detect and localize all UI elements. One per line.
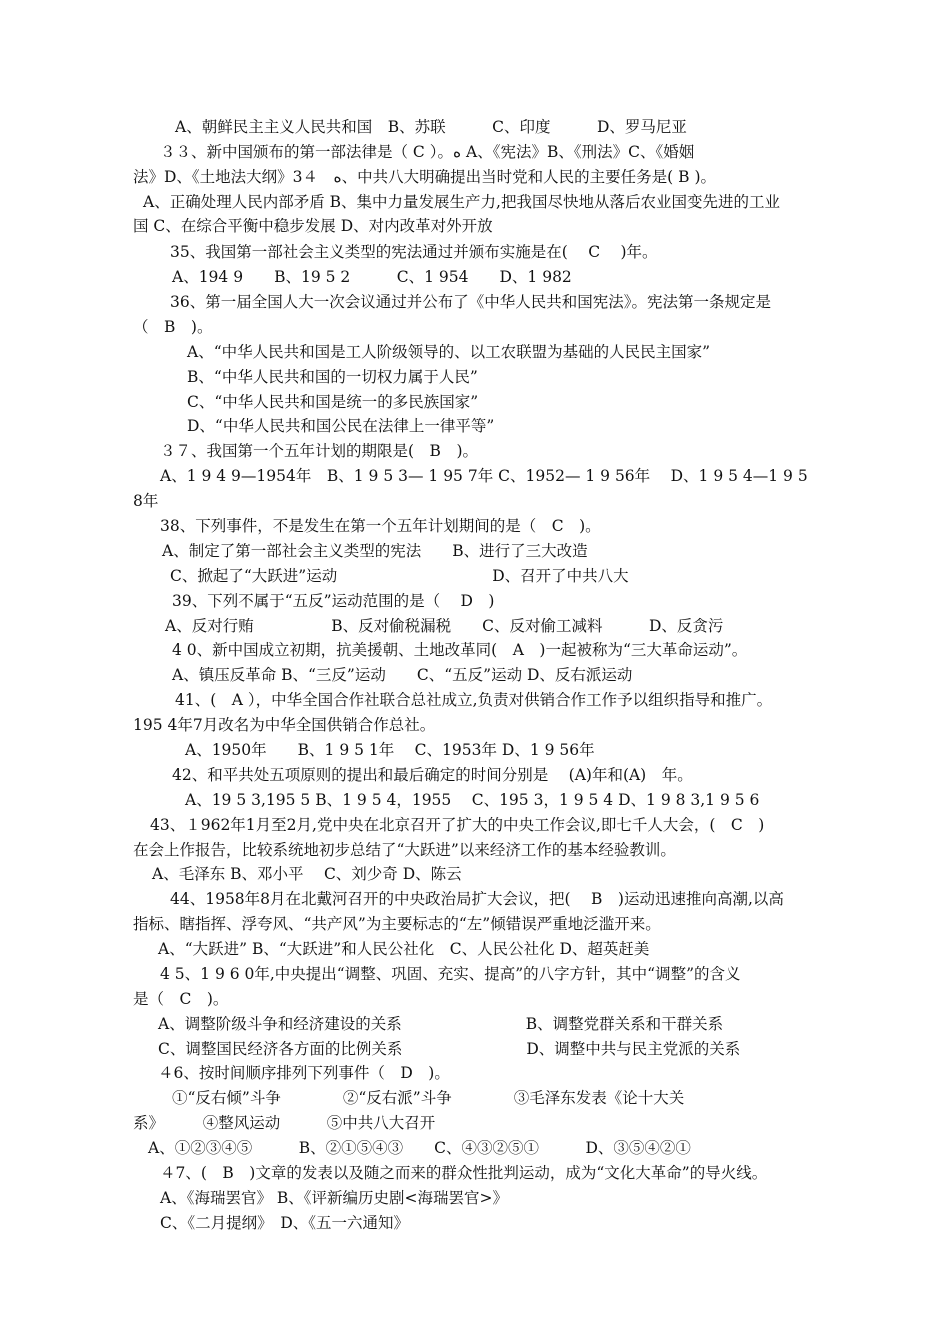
q45-options-cd: C、调整国民经济各方面的比例关系 D、调整中共与民主党派的关系 [158,1040,741,1058]
q36-option-b: B、“中华人民共和国的一切权力属于人民” [187,368,478,386]
q46-options: A、①②③④⑤ B、②①⑤④③ C、④③②⑤① D、③⑤④②① [148,1139,691,1157]
q47-options-ab: A、《海瑞罢官》 B、《评新编历史剧<海瑞罢官>》 [160,1189,508,1207]
q44-options: A、“大跃进” B、“大跃进”和人民公社化 C、人民公社化 D、超英赶美 [158,940,650,958]
q38-options-cd: C、掀起了“大跃进”运动 D、召开了中共八大 [170,567,629,585]
q36-question: 36、第一届全国人大一次会议通过并公布了《中华人民共和国宪法》。宪法第一条规定是 [170,293,771,311]
q46-question: ４6、按时间顺序排列下列事件（ D )。 [158,1064,450,1082]
q44-question-wrap: 指标、瞎指挥、浮夸风、“共产风”为主要标志的“左”倾错误严重地泛滥开来。 [133,915,661,933]
q35-options: A、194 9 B、19 5 2 C、1 954 D、1 982 [172,268,572,286]
q45-question: 4 5、1 9 6 0年,中央提出“调整、巩固、充实、提高”的八字方针，其中“调整”的含义 [160,965,741,983]
q32-options: A、朝鲜民主主义人民共和国 B、苏联 C、印度 D、罗马尼亚 [175,118,687,136]
q39-question: 39、下列不属于“五反”运动范围的是（ D ) [172,592,495,610]
q34-options-line-2: 国 C、在综合平衡中稳步发展 D、对内改革对外开放 [133,217,493,235]
q42-question: 42、和平共处五项原则的提出和最后确定的时间分别是 (A)年和(A) 年。 [172,766,693,784]
q37-question: ３７、我国第一个五年计划的期限是( B )。 [160,442,478,460]
q37-options-wrap: 8年 [133,492,159,510]
q40-question: 4 0、新中国成立初期，抗美援朝、土地改革同( A )一起被称为“三大革命运动”。 [172,641,748,659]
q36-option-a: A、“中华人民共和国是工人阶级领导的、以工农联盟为基础的人民民主国家” [187,343,711,361]
q41-options: A、1950年 B、1 9 5 1年 C、1953年 D、1 9 56年 [185,741,595,759]
q43-question: 43、１962年1月至2月,党中央在北京召开了扩大的中央工作会议,即七千人大会，( C ) [150,816,765,834]
q40-options: A、镇压反革命 B、“三反”运动 C、“五反”运动 D、反右派运动 [172,666,633,684]
q45-options-ab: A、调整阶级斗争和经济建设的关系 B、调整党群关系和干群关系 [158,1015,724,1033]
q36-option-d: D、“中华人民共和国公民在法律上一律平等” [187,417,495,435]
q47-options-cd: C、《二月提纲》 D、《五一六通知》 [160,1214,410,1232]
q36-answer: （ B )。 [133,318,213,336]
q36-option-c: C、“中华人民共和国是统一的多民族国家” [187,393,479,411]
q47-question: ４7、( B )文章的发表以及随之而来的群众性批判运动，成为“文化大革命”的导火线。 [160,1164,768,1182]
q38-options-ab: A、制定了第一部社会主义类型的宪法 B、进行了三大改造 [162,542,588,560]
q44-question: 44、1958年8月在北戴河召开的中央政治局扩大会议，把( B )运动迅速推向高潮,以高 [170,890,784,908]
q35-question: 35、我国第一部社会主义类型的宪法通过并颁布实施是在( C )年。 [170,243,658,261]
q41-question-wrap: 195 4年7月改名为中华全国供销合作总社。 [133,716,436,734]
q34-options-line-1: A、正确处理人民内部矛盾 B、集中力量发展生产力,把我国尽快地从落后农业国变先进的工业 [143,193,780,211]
q45-question-wrap: 是（ C )。 [133,990,229,1008]
q46-events-line-1: ①“反右倾”斗争 ②“反右派”斗争 ③毛泽东发表《论十大关 [172,1089,685,1107]
q33-question: ３３、新中国颁布的第一部法律是（ C ）。ﻩ A、《宪法》B、《刑法》C、《婚姻 [160,143,695,161]
q37-options: A、1 9 4 9—1954年 B、1 9 5 3— 1 95 7年 C、1952— 1 9 56年 D、1 9 5 4—1 9 5 [160,467,808,485]
q43-options: A、毛泽东 B、邓小平 C、刘少奇 D、陈云 [152,865,462,883]
q33-options-q34-question: 法》D、《土地法大纲》3４ ﻩ、中共八大明确提出当时党和人民的主要任务是( B )。 [133,168,717,186]
q42-options: A、19 5 3,195 5 B、1 9 5 4，1955 C、195 3，1 9 5 4 D、1 9 8 3,1 9 5 6 [185,791,760,809]
q41-question: 41、( A ），中华全国合作社联合总社成立,负责对供销合作工作予以组织指导和推广。 [175,691,773,709]
q43-question-wrap: 在会上作报告，比较系统地初步总结了“大跃进”以来经济工作的基本经验教训。 [133,841,676,859]
q38-question: 38、下列事件，不是发生在第一个五年计划期间的是（ C )。 [160,517,601,535]
q46-events-line-2: 系》 ④整风运动 ⑤中共八大召开 [133,1114,436,1132]
q39-options: A、反对行贿 B、反对偷税漏税 C、反对偷工减料 D、反贪污 [165,617,724,635]
